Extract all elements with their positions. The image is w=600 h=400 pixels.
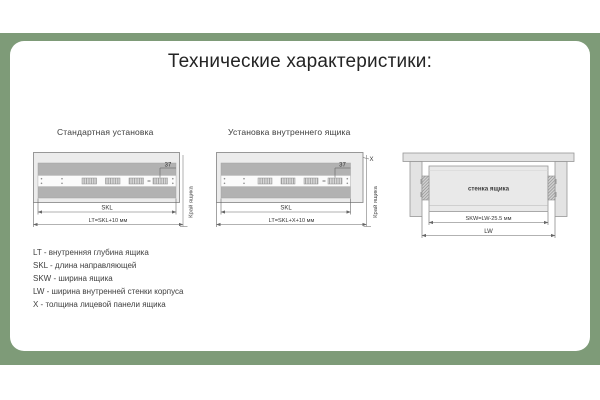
legend-item-lw: LW - ширина внутренней стенки корпуса — [33, 287, 184, 296]
skl-label: SKL — [280, 205, 292, 212]
drawer-edge-label: Край ящика — [188, 186, 195, 218]
cabinet-left-wall — [410, 162, 422, 217]
offset-37-label: 37 — [339, 162, 346, 169]
legend-item-skw: SKW - ширина ящика — [33, 274, 113, 283]
page-title: Технические характеристики: — [167, 51, 433, 72]
cabinet-right-wall — [555, 162, 567, 217]
diagram-standard-installation — [28, 146, 205, 236]
diagram-internal-drawer-installation — [211, 146, 391, 236]
cabinet-top-panel — [403, 153, 574, 162]
heading-internal-drawer-installation: Установка внутреннего ящика — [228, 127, 351, 137]
lw-label: LW — [484, 229, 493, 235]
drawer-edge-line — [180, 155, 188, 227]
front-panel-x-dimension — [363, 158, 369, 160]
drawer-edge-label: Край ящика — [373, 186, 379, 218]
lt-label: LT=SKL+X+10 мм — [268, 218, 315, 224]
drawer-edge-line — [364, 155, 372, 227]
skw-label: SKW=LW-25.5 мм — [465, 216, 512, 222]
drawer-wall-label: стенка ящика — [467, 185, 510, 193]
offset-37-label: 37 — [164, 162, 172, 169]
skl-label: SKL — [101, 205, 113, 212]
legend — [33, 246, 183, 311]
left-slide — [421, 176, 430, 200]
lt-label: LT=SKL+10 мм — [88, 218, 128, 224]
heading-standard-installation: Стандартная установка — [57, 127, 154, 137]
diagram-front-view — [398, 146, 580, 241]
right-slide — [548, 176, 557, 200]
legend-item-skl: SKL - длина направляющей — [33, 261, 137, 270]
x-label: X — [369, 157, 374, 163]
legend-item-lt: LT - внутренняя глубина ящика — [33, 248, 149, 257]
legend-item-x: X - толщина лицевой панели ящика — [33, 300, 166, 309]
